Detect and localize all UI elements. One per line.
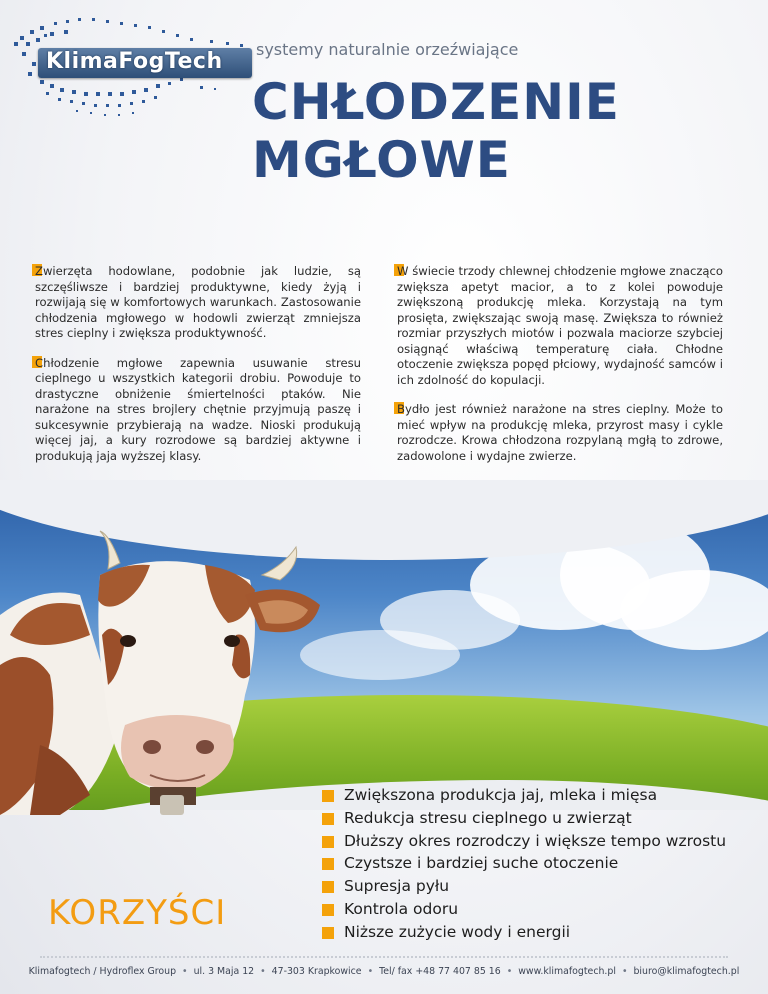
paragraph-text: świecie trzody chlewnej chłodzenie mgłowe znacząco zwiększa apetyt macior, a to z kolei powoduje zwiększoną produkcję mleka. Korzystają na tym prosięta, zwiększając swoją masę. Zwiększa to również rozmiar przyszłych miotów i pozwala maciorze szybciej osiągnąć właściwą temperaturę ciała. Chłodne otoczenie zwiększa popęd płciowy, wydajność samców i ich zdolność do kopulacji. [397,264,723,387]
footer-separator: • [260,966,266,977]
benefits-heading: KORZYŚCI [48,893,227,933]
left-text-column [35,264,361,478]
paragraph-text: wierzęta hodowlane, podobnie jak ludzie, są szczęśliwsze i bardziej produktywne, kiedy żyją i rozwijają się w komfortowych warunkach. Zastosowanie chłodzenia mgłowego w hodowli zwierząt zmniejsza stres cieplny i zwiększa produktywność. [35,264,361,340]
square-bullet-icon [322,813,334,825]
benefit-item [322,898,726,921]
benefits-list [322,784,726,944]
benefit-text: Niższe zużycie wody i energii [344,922,571,941]
paragraph-initial: W [397,264,409,278]
footer-separator: • [621,966,628,977]
benefit-text: Kontrola odoru [344,899,459,918]
footer-separator: • [506,966,513,977]
paragraph-initial: Z [35,264,43,278]
footer-phone: Tel/ fax +48 77 407 85 16 [379,966,501,977]
footer-separator: • [367,966,374,977]
company-logo [10,12,260,122]
paragraph-initial: C [35,355,44,370]
footer-email-link[interactable]: biuro@klimafogtech.pl [633,966,740,977]
paragraph [397,264,723,388]
tagline: systemy naturalnie orzeźwiające [256,40,519,59]
paragraph [397,402,723,464]
footer-divider [40,956,728,958]
benefit-item [322,784,726,807]
paragraph [35,356,361,465]
benefit-item [322,852,726,875]
benefit-text: Dłuższy okres rozrodczy i większe tempo wzrostu [344,831,727,850]
footer-separator: • [182,966,188,977]
footer-address: ul. 3 Maja 12 [193,966,255,977]
paragraph-text: hłodzenie mgłowe zapewnia usuwanie stresu cieplnego u wszystkich kategorii drobiu. Powoduje to drastyczne obniżenie śmiertelności ptaków. Nie narażone na stres brojlery chętnie przyjmują paszę i sukcesywnie przybierają na wadze. Nioski produkują więcej jaj, a kury rozrodowe są bardziej aktywne i produkują jaja wyższej klasy. [35,355,361,463]
cloud [620,570,768,650]
page-title [252,73,620,189]
square-bullet-icon [322,858,334,870]
footer-website-link[interactable]: www.klimafogtech.pl [518,966,616,977]
benefit-text: Redukcja stresu cieplnego u zwierząt [344,808,632,827]
cow-image [0,525,330,815]
benefit-item [322,807,726,830]
square-bullet-icon [322,881,334,893]
square-bullet-icon [322,836,334,848]
logo-text: KlimaFogTech [46,49,223,74]
benefit-text: Czystsze i bardziej suche otoczenie [344,854,619,873]
benefit-text: Zwiększona produkcja jaj, mleka i mięsa [344,786,658,804]
paragraph-text: ydło jest również narażone na stres cieplny. Może to mieć wpływ na produkcję mleka, przyrost masy i cykle rozrodcze. Krowa chłodzona rozpylaną mgłą to zdrowe, zadowolone i wydajne zwierze. [397,402,723,463]
footer [0,966,768,977]
square-bullet-icon [322,790,334,802]
footer-city: 47-303 Krapkowice [271,966,362,977]
paragraph [35,264,361,342]
benefit-item [322,921,726,944]
footer-company: Klimafogtech / Hydroflex Group [28,966,177,977]
benefit-text: Supresja pyłu [344,877,450,896]
title-line-1: CHŁODZENIE [252,73,620,131]
square-bullet-icon [322,904,334,916]
title-line-2: MGŁOWE [252,131,511,189]
square-bullet-icon [322,927,334,939]
benefit-item [322,875,726,898]
benefit-item [322,830,726,853]
right-text-column [397,264,723,478]
paragraph-initial: B [397,402,405,416]
